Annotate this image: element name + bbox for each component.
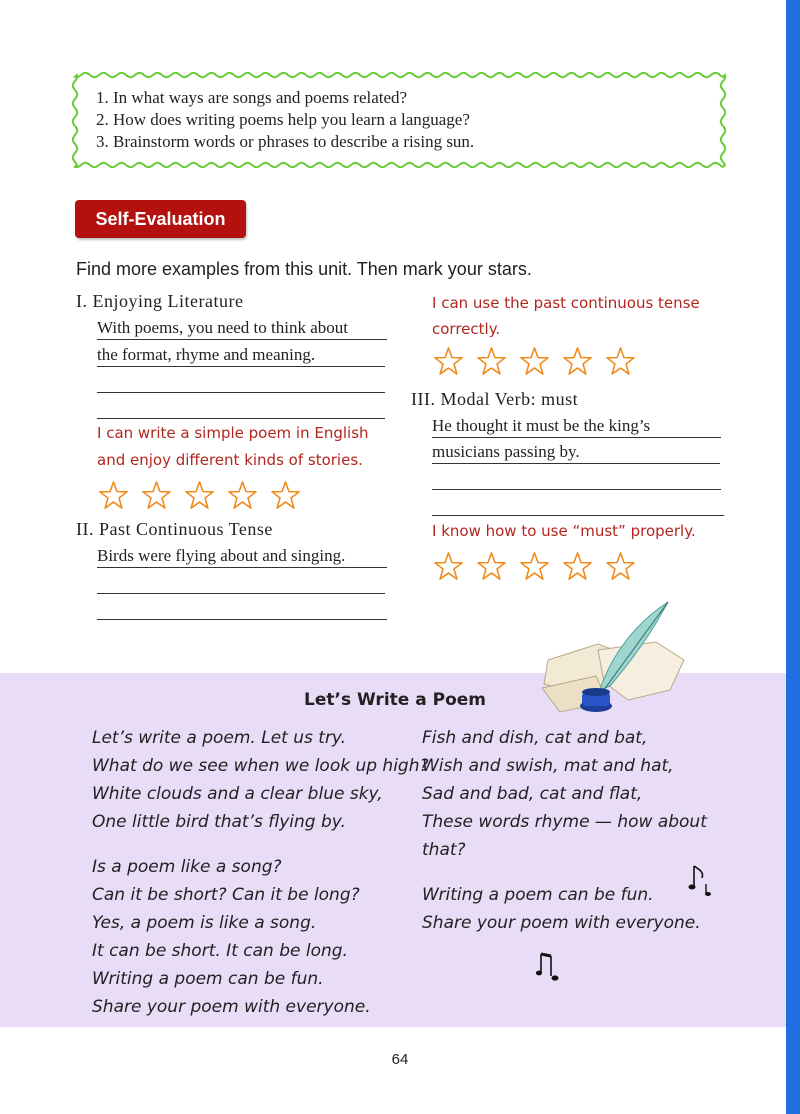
rating-stars-1 — [98, 480, 301, 510]
star-icon[interactable] — [562, 346, 593, 376]
poem-line: Let’s write a poem. Let us try. — [92, 728, 347, 748]
section-2-heading: II. Past Continuous Tense — [76, 519, 273, 539]
answer-line — [97, 567, 387, 568]
star-icon[interactable] — [433, 346, 464, 376]
poem-line: What do we see when we look up high? — [92, 756, 429, 776]
answer-line — [432, 463, 720, 464]
star-icon[interactable] — [476, 551, 507, 581]
poem-line: Writing a poem can be fun. — [92, 969, 324, 989]
poem-line: Can it be short? Can it be long? — [92, 885, 360, 905]
poem-line: Share your poem with everyone. — [422, 913, 701, 933]
poem-line: One little bird that’s flying by. — [92, 812, 346, 832]
question-list — [96, 87, 474, 153]
section-3-answer-1: He thought it must be the king’s — [432, 416, 651, 435]
question-box — [72, 72, 726, 168]
question-2: 2. How does writing poems help you learn a language? — [96, 110, 470, 129]
answer-line — [97, 366, 385, 367]
section-3-heading: III. Modal Verb: must — [411, 389, 579, 409]
page-edge-bar — [786, 0, 800, 1114]
star-icon[interactable] — [605, 551, 636, 581]
section-1-can-do-1: I can write a simple poem in English — [97, 424, 369, 442]
rating-stars-2 — [433, 346, 636, 376]
star-icon[interactable] — [98, 480, 129, 510]
section-2-answer-1: Birds were flying about and singing. — [97, 546, 346, 565]
poem-line: These words rhyme — how about — [422, 812, 707, 832]
page-number: 64 — [391, 1051, 409, 1068]
poem-left-stanza-2 — [92, 853, 371, 1021]
self-evaluation-badge: Self-Evaluation — [75, 200, 246, 238]
star-icon[interactable] — [476, 346, 507, 376]
music-note-icon — [536, 950, 562, 984]
instruction-text: Find more examples from this unit. Then mark your stars. — [76, 259, 532, 279]
star-icon[interactable] — [519, 346, 550, 376]
question-1: 1. In what ways are songs and poems related? — [96, 88, 408, 107]
poem-line: Fish and dish, cat and bat, — [422, 728, 648, 748]
section-3-can-do-1: I know how to use “must” properly. — [432, 522, 696, 540]
poem-line: Wish and swish, mat and hat, — [422, 756, 674, 776]
section-1-answer-2: the format, rhyme and meaning. — [97, 345, 316, 364]
poem-right-stanza-1 — [422, 724, 707, 864]
poem-line: Yes, a poem is like a song. — [92, 913, 317, 933]
poem-line: It can be short. It can be long. — [92, 941, 348, 961]
poem-left-stanza-1 — [92, 724, 429, 836]
poem-line: Writing a poem can be fun. — [422, 885, 654, 905]
answer-line[interactable] — [97, 593, 385, 594]
section-1-can-do-2: and enjoy different kinds of stories. — [97, 451, 363, 469]
section-2-can-do-2: correctly. — [432, 320, 501, 338]
answer-line[interactable] — [97, 418, 385, 419]
star-icon[interactable] — [270, 480, 301, 510]
star-icon[interactable] — [519, 551, 550, 581]
poem-line: Sad and bad, cat and flat, — [422, 784, 643, 804]
poem-title: Let’s Write a Poem — [304, 690, 486, 710]
star-icon[interactable] — [184, 480, 215, 510]
poem-line: Share your poem with everyone. — [92, 997, 371, 1017]
poem-line: Is a poem like a song? — [92, 857, 282, 877]
answer-line — [97, 339, 387, 340]
section-3-answer-2: musicians passing by. — [432, 442, 580, 461]
answer-line[interactable] — [97, 619, 387, 620]
poem-line: White clouds and a clear blue sky, — [92, 784, 383, 804]
question-3: 3. Brainstorm words or phrases to describe a rising sun. — [96, 132, 475, 151]
answer-line[interactable] — [432, 515, 724, 516]
section-1-heading: I. Enjoying Literature — [76, 291, 244, 311]
star-icon[interactable] — [141, 480, 172, 510]
poem-right-stanza-2 — [422, 881, 701, 937]
music-note-icon — [688, 862, 714, 898]
answer-line[interactable] — [97, 392, 385, 393]
rating-stars-3 — [433, 551, 636, 581]
section-1-answer-1: With poems, you need to think about — [97, 318, 348, 337]
star-icon[interactable] — [562, 551, 593, 581]
star-icon[interactable] — [433, 551, 464, 581]
answer-line[interactable] — [432, 489, 721, 490]
answer-line — [432, 437, 721, 438]
poem-line: that? — [422, 840, 466, 860]
section-2-can-do-1: I can use the past continuous tense — [432, 294, 700, 312]
star-icon[interactable] — [227, 480, 258, 510]
star-icon[interactable] — [605, 346, 636, 376]
